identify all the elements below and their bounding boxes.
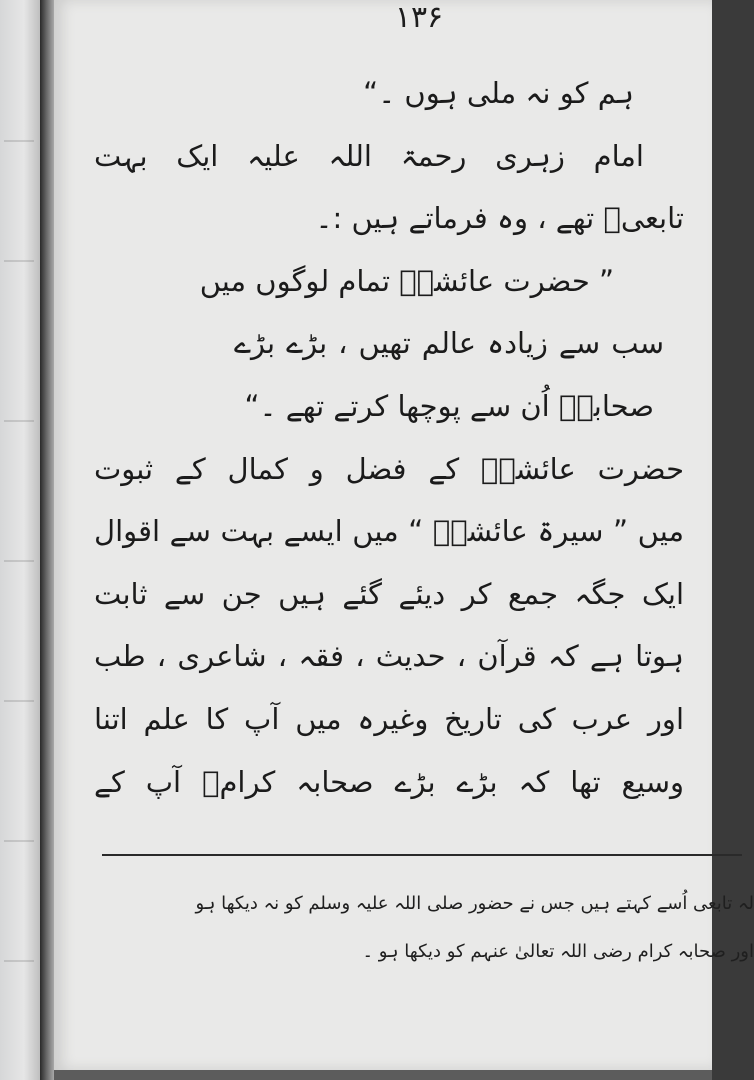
bleed-through-mark xyxy=(4,420,34,422)
body-line: ” حضرت عائشہؓ تمام لوگوں میں xyxy=(199,263,614,298)
footnote xyxy=(114,880,754,976)
footnote-divider xyxy=(102,854,742,856)
bleed-through-mark xyxy=(4,960,34,962)
body-line: صحابہؓ اُن سے پوچھا کرتے تھے ۔“ xyxy=(244,388,654,423)
body-line: امام زہری رحمۃ اللہ علیہ ایک بہت xyxy=(94,138,644,173)
bleed-through-mark xyxy=(4,140,34,142)
body-line: حضرت عائشہؓ کے فضل و کمال کے ثبوت xyxy=(94,451,684,486)
body-line: وسیع تھا کہ بڑے بڑے صحابہ کرامؓ آپ کے xyxy=(94,764,684,799)
bleed-through-mark xyxy=(4,700,34,702)
book-gutter xyxy=(40,0,54,1080)
bleed-through-mark xyxy=(4,560,34,562)
body-line: تابعیؒ تھے ، وہ فرماتے ہیں :۔ xyxy=(315,201,684,236)
bleed-through-mark xyxy=(4,260,34,262)
bleed-through-mark xyxy=(4,840,34,842)
body-line: ایک جگہ جمع کر دیئے گئے ہیں جن سے ثابت xyxy=(94,576,684,611)
body-line: اور عرب کی تاریخ وغیرہ میں آپ کا علم اتنا xyxy=(94,701,684,736)
body-line: سب سے زیادہ عالم تھیں ، بڑے بڑے xyxy=(234,326,664,361)
page-number: ۱۳۶ xyxy=(394,0,444,35)
body-text xyxy=(94,62,684,813)
body-line: ہوتا ہے کہ قرآن ، حدیث ، فقہ ، شاعری ، طب xyxy=(94,639,684,674)
page-sheet xyxy=(54,0,754,1070)
body-line: میں ” سیرۃ عائشہؓ “ میں ایسے بہت سے اقوال xyxy=(94,514,684,549)
previous-page-edge xyxy=(0,0,40,1080)
footnote-line: اور صحابہ کرام رضی اللہ تعالیٰ عنہم کو دیکھا ہو ۔ xyxy=(362,941,754,962)
footnote-line: لہ تابعی اُسے کہتے ہیں جس نے حضور صلی اللہ علیہ وسلم کو نہ دیکھا ہو xyxy=(195,893,754,914)
body-line: ہم کو نہ ملی ہوں ۔“ xyxy=(363,76,634,110)
